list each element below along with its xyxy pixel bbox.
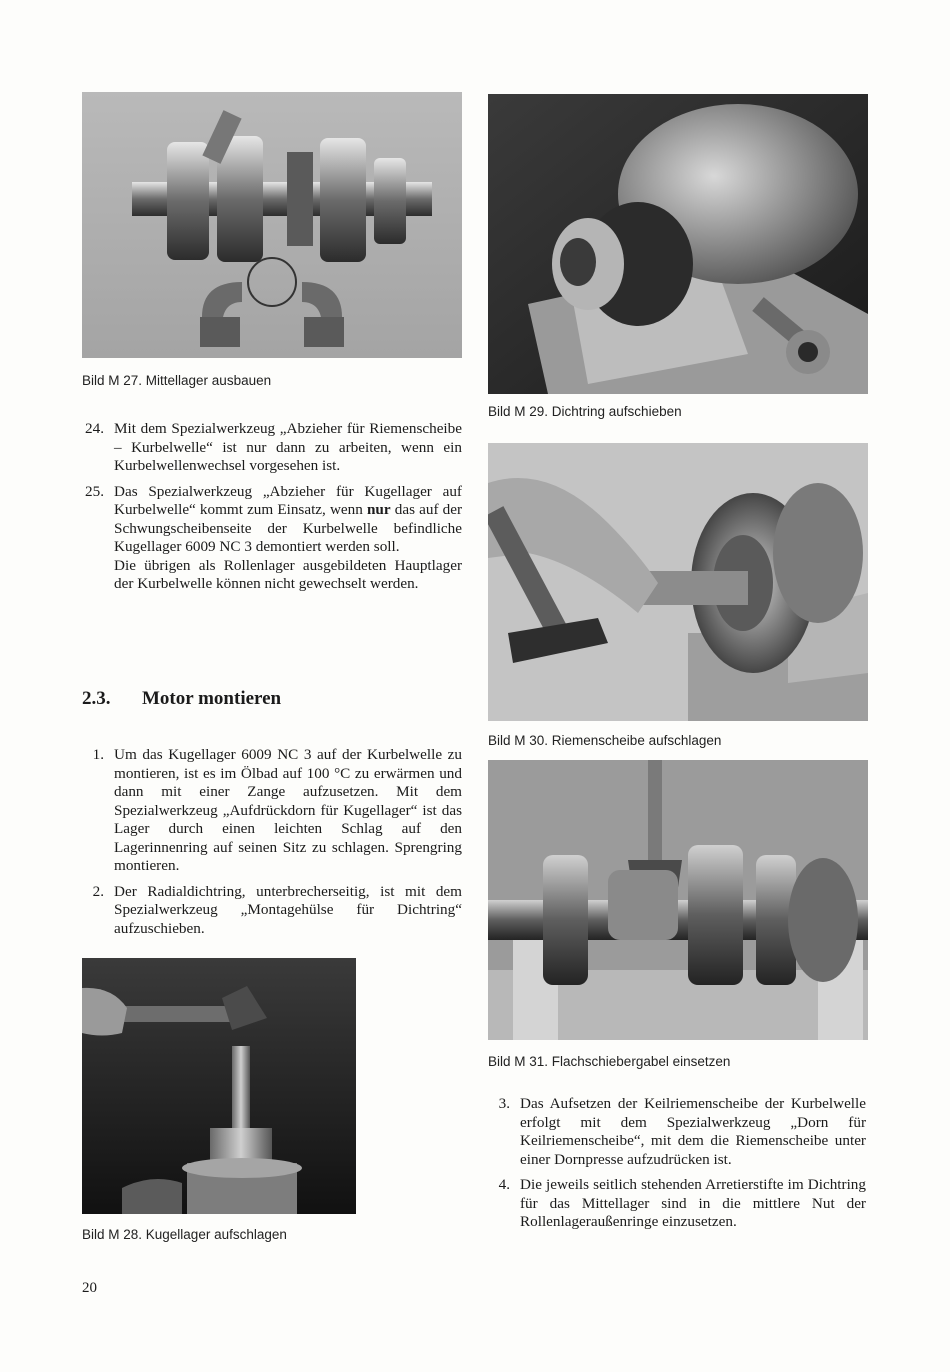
list-item-number: 25. <box>85 482 104 500</box>
list-item-number: 2. <box>92 882 104 900</box>
caption-m30: Bild M 30. Riemenscheibe aufschlagen <box>488 733 722 748</box>
text-block-disassembly-notes <box>82 420 462 601</box>
list-item-number: 4. <box>498 1176 510 1193</box>
caption-m31: Bild M 31. Flachschiebergabel einsetzen <box>488 1054 731 1069</box>
page-number: 20 <box>82 1280 97 1296</box>
text-block-assembly-steps-1 <box>82 746 462 945</box>
photo-m31-fork-insert <box>488 760 868 1040</box>
list-item-text: Um das Kugellager 6009 NC 3 auf der Kurbelwelle zu montieren, ist es im Ölbad auf 100 °C zu erwärmen und dann mit einer Zange aufzusetzen. Mit dem Spezialwerkzeug „Aufdrückdorn für Kugellager“ ist das Lager durch einen leichten Schlag auf den Lagerinnenring auf seinen Sitz zu schlagen. Sprengring montieren. <box>114 746 462 874</box>
section-heading <box>82 688 281 710</box>
list-item-text: Das Aufsetzen der Keilriemenscheibe der Kurbelwelle erfolgt mit dem Spezialwerkzeug „Dorn für Keilriemenscheibe“, mit dem die Riemenscheibe unter einer Dornpresse aufzudrücken ist. <box>520 1095 866 1168</box>
caption-m27: Bild M 27. Mittellager ausbauen <box>82 373 272 388</box>
list-item-number: 1. <box>92 746 104 763</box>
list-item-24 <box>82 420 462 476</box>
list-item-text-continued: Die übrigen als Rollenlager ausgebildeten Hauptlager der Kurbelwelle können nicht gewechselt werden. <box>114 556 462 592</box>
emphasis-text: nur <box>366 501 391 518</box>
list-item-text-part: das auf der Schwungscheibenseite der Kurbelwelle befindliche Kugellager 6009 NC 3 demontiert werden soll. <box>114 501 463 555</box>
photo-m30-pulley-hammer <box>488 443 868 721</box>
list-item-text-part: Das Spezialwerkzeug „Abzieher für Kugellager auf Kurbelwelle“ kommt zum Einsatz, wenn <box>114 482 462 518</box>
list-item-number: 24. <box>85 420 104 437</box>
caption-m29: Bild M 29. Dichtring aufschieben <box>488 404 682 419</box>
list-item-text <box>114 483 462 557</box>
list-item-text: Der Radialdichtring, unterbrecherseitig, ist mit dem Spezialwerkzeug „Montagehülse für Dichtring“ aufzuschieben. <box>114 882 462 937</box>
photo-m27-crankshaft-center-bearing <box>82 92 462 358</box>
list-item-2 <box>82 883 462 939</box>
list-item-1 <box>82 746 462 876</box>
list-item-text: Mit dem Spezialwerkzeug „Abzieher für Riemenscheibe – Kurbelwelle“ ist nur dann zu arbeiten, wenn ein Kurbelwellenwechsel vorgesehen ist. <box>114 420 462 474</box>
list-item-text: Die jeweils seitlich stehenden Arretierstifte im Dichtring für das Mittellager sind in die mittlere Nut der Rollenlageraußenringe einzusetzen. <box>520 1176 866 1230</box>
list-item-number: 3. <box>498 1095 510 1112</box>
section-title: Motor montieren <box>142 688 282 709</box>
section-number: 2.3. <box>82 688 111 709</box>
photo-m28-bearing-hammer <box>82 958 356 1214</box>
list-item-3 <box>488 1095 866 1169</box>
list-item-25 <box>82 483 462 594</box>
photo-m29-seal-ring <box>488 94 868 394</box>
text-block-assembly-steps-2 <box>488 1095 866 1239</box>
list-item-4 <box>488 1176 866 1232</box>
caption-m28: Bild M 28. Kugellager aufschlagen <box>82 1227 287 1242</box>
